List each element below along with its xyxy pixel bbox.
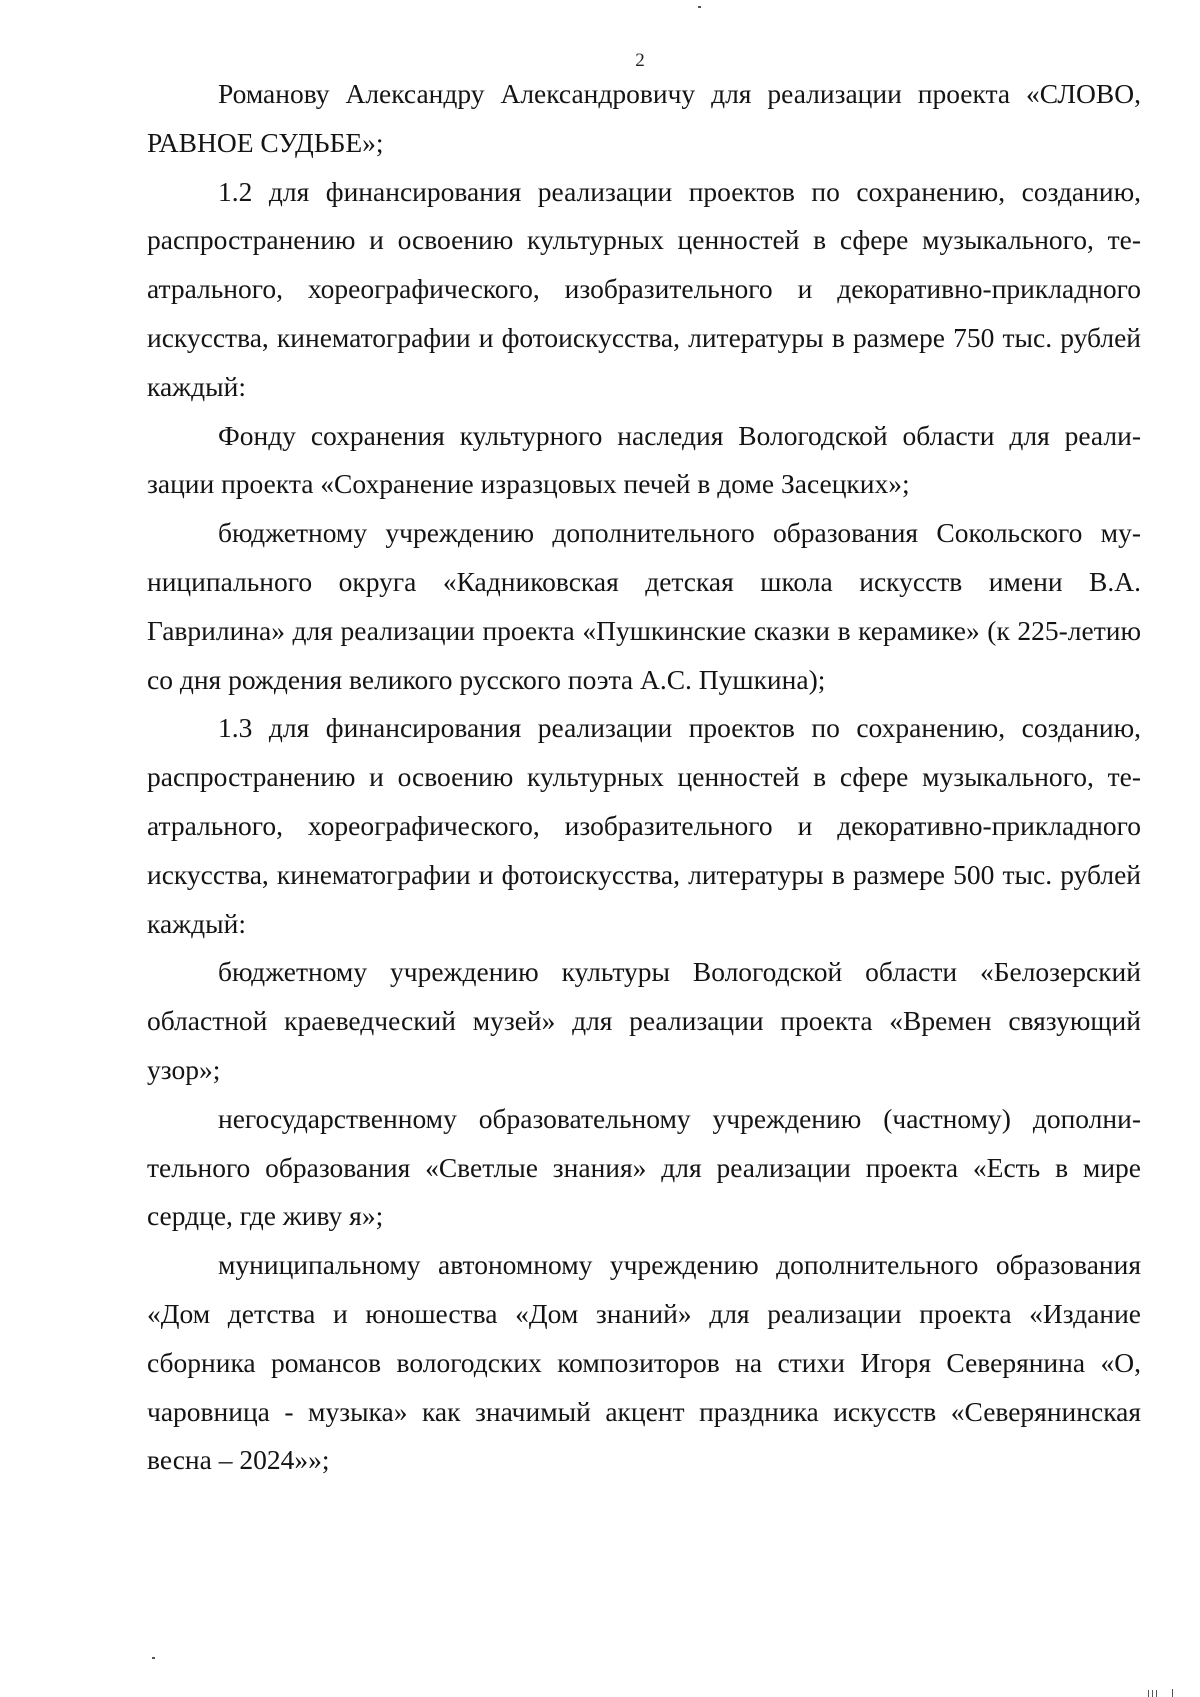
- scan-artifact-bottom-right-2: [1152, 1690, 1153, 1697]
- scan-artifact-top: [698, 6, 701, 8]
- scan-artifact-left: [152, 1657, 155, 1659]
- paragraph-1: Романову Александру Александровичу для реализации проекта «СЛОВО, РАВНОЕ СУДЬБЕ»;: [147, 78, 1141, 158]
- paragraph-4: бюджетному учреждению дополнительного образования Сокольского муниципального округа «Кадниковская детская школа искусств имени В.А. Гаврилина» для реализации проекта «Пушкинские сказки в керамике» (к 225-летию со дня рождения великого русского поэта А.С. Пушкина);: [147, 517, 1141, 695]
- page-number: 2: [635, 50, 645, 71]
- scan-artifact-bottom-right-1: [1148, 1690, 1149, 1697]
- paragraph-7: негосударственному образовательному учреждению (частному) дополнительного образования «Светлые знания» для реализации проекта «Есть в мире сердце, где живу я»;: [147, 1102, 1141, 1232]
- paragraph-8: муниципальному автономному учреждению дополнительного образования «Дом детства и юношества «Дом знаний» для реализации проекта «Издание сборника романсов вологодских композиторов на стихи Игоря Северянина «О, чаровница - музыка» как значимый акцент праздника искусств «Северянинская весна – 2024»»;: [147, 1249, 1141, 1476]
- paragraph-5: 1.3 для финансирования реализации проектов по сохранению, созданию, распространению и освоению культурных ценностей в сфере музыкального, театрального, хореографического, изобразительного и декоративно-прикладного искусства, кинематографии и фотоискусства, литературы в размере 500 тыс. рублей каждый:: [147, 712, 1141, 939]
- scan-artifact-bottom-right-3: [1156, 1690, 1157, 1697]
- paragraph-3: Фонду сохранения культурного наследия Вологодской области для реализации проекта «Сохранение изразцовых печей в доме Засецких»;: [147, 419, 1141, 500]
- paragraph-2: 1.2 для финансирования реализации проектов по сохранению, созданию, распространению и освоению культурных ценностей в сфере музыкального, театрального, хореографического, изобразительного и декоративно-прикладного искусства, кинематографии и фотоискусства, литературы в размере 750 тыс. рублей каждый:: [147, 175, 1141, 402]
- document-body: [147, 70, 1141, 1485]
- paragraph-6: бюджетному учреждению культуры Вологодской области «Белозерский областной краеведческий музей» для реализации проекта «Времен связующий узор»;: [147, 956, 1141, 1085]
- scan-artifact-bottom-right-4: [1172, 1689, 1173, 1697]
